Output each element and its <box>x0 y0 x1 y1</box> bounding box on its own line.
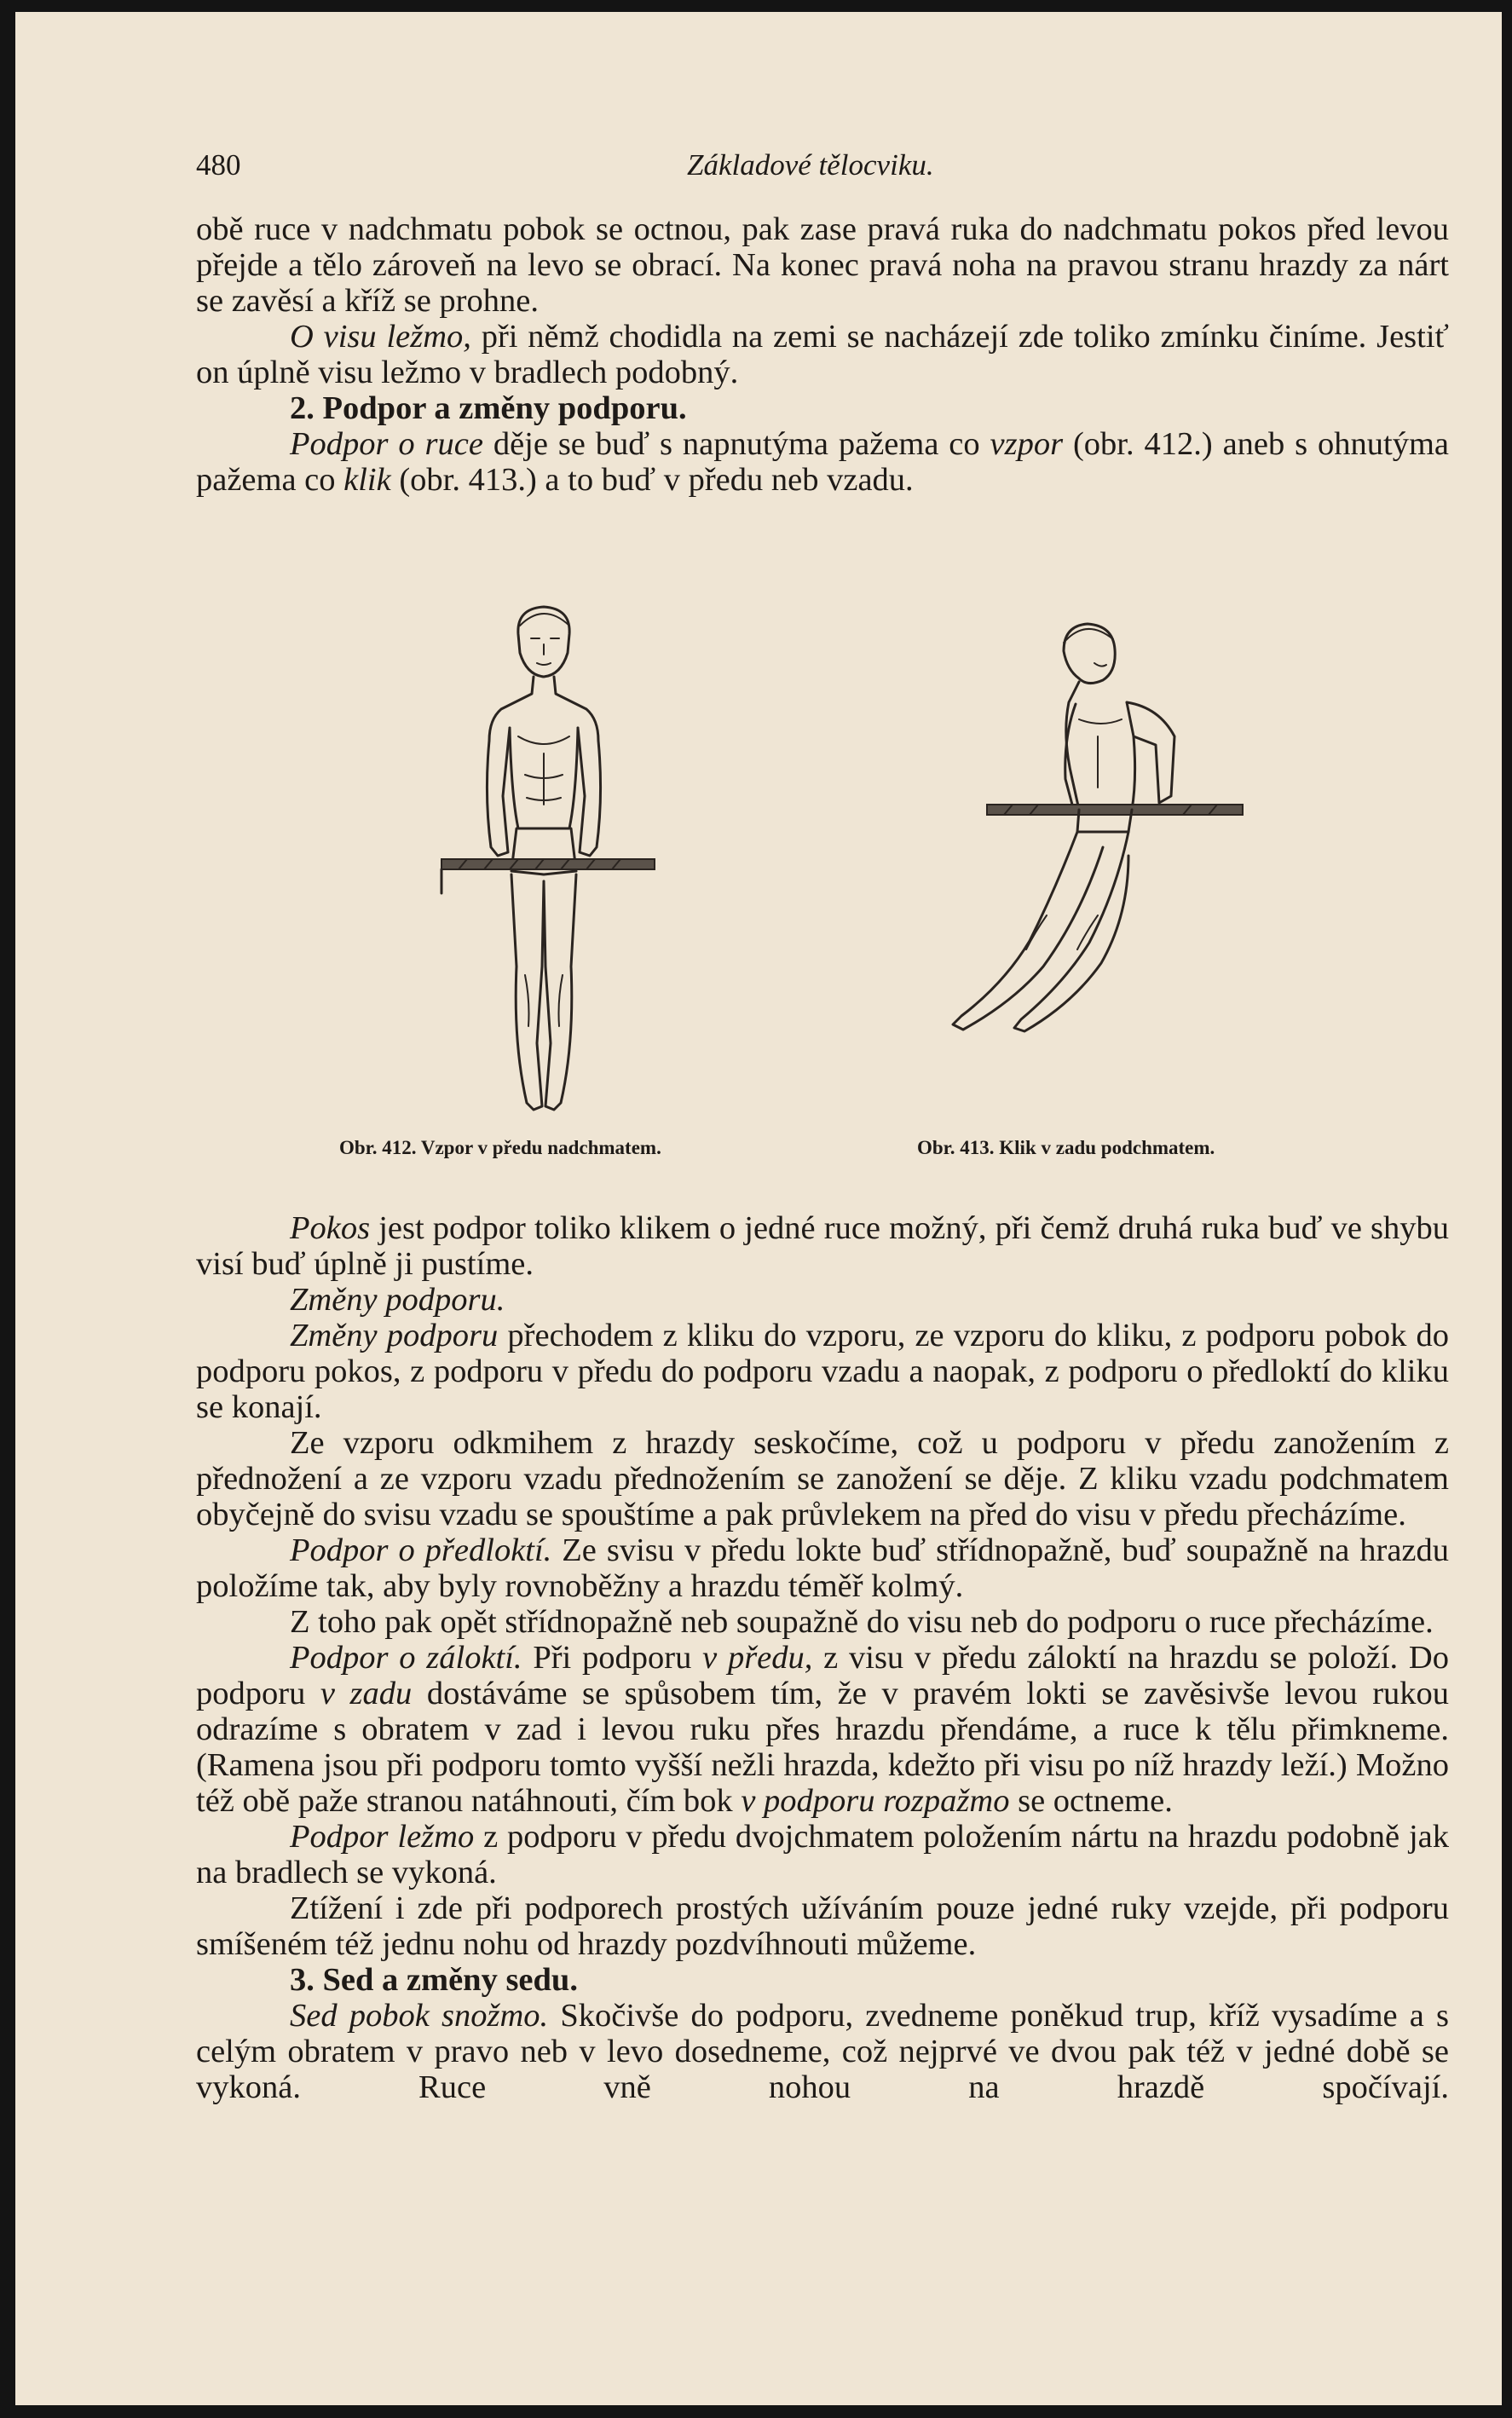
emphasis: klik <box>343 462 391 498</box>
paragraph <box>196 319 1449 390</box>
paragraph: Ze vzporu odkmihem z hrazdy seskočíme, což u podporu v předu zanožením z přednožení a ze vzporu vzadu přednožením se zanožení se děje. Z kliku vzadu podchmatem obyčejně do svisu vzadu se spouštíme a pak průvlekem na před do visu v předu přecházíme. <box>196 1425 1449 1532</box>
paragraph <box>196 1819 1449 1890</box>
paragraph <box>196 1998 1449 2105</box>
text: (obr. 412.) aneb s ohnutýma pažema co <box>196 426 1449 498</box>
paragraph <box>196 1318 1449 1425</box>
text: jest podpor toliko klikem o jedné ruce možný, při čemž druhá ruka buď ve shybu visí buď úplně ji pustíme. <box>196 1210 1449 1282</box>
text: přechodem z kliku do vzporu, ze vzporu do kliku, z podporu pobok do podporu pokos, z podporu v předu do podporu vzadu a naopak, z podporu o předloktí do kliku se konají. <box>196 1318 1450 1425</box>
paragraph <box>196 1210 1449 1282</box>
emphasis: O visu ležmo, <box>290 319 471 355</box>
text: Ze svisu v předu lokte buď střídnopažně, buď soupažně na hrazdu položíme tak, aby byly rovnoběžny a hrazdu téměř kolmý. <box>196 1532 1450 1604</box>
text: dostáváme se spůsobem tím, že v pravém lokti se zavěsivše levou rukou odrazíme s obratem v zad i levou ruku přes hrazdu přendáme, a ruce k tělu přimkneme. (Ramena jsou při podporu tomto vyšší nežli hrazda, kdežto při visu po níž hrazdy leží.) Možno též obě paže stranou natáhnouti, čím bok <box>196 1676 1450 1819</box>
emphasis: Podpor o předloktí. <box>290 1532 552 1568</box>
paragraph <box>196 426 1449 498</box>
text: děje se buď s napnutýma pažema co <box>482 426 990 462</box>
paragraph: Ztížení i zde při podporech prostých užíváním pouze jedné ruky vzejde, při podporu smíšeném též jednu nohu od hrazdy pozdvíhnouti můžeme. <box>196 1890 1449 1962</box>
paragraph: obě ruce v nadchmatu pobok se octnou, pak zase pravá ruka do nadchmatu pokos před levou přejde a tělo zároveň na levo se obrací. Na konec pravá noha na pravou stranu hrazdy za nárt se zavěsí a kříž se prohne. <box>196 211 1449 319</box>
emphasis: Sed pobok snožmo. <box>290 1998 549 2034</box>
figure-413-illustration <box>936 609 1277 1060</box>
paragraph <box>196 1640 1449 1819</box>
page-number: 480 <box>196 148 241 182</box>
text-block-top <box>196 211 1449 498</box>
section-heading: 2. Podpor a změny podporu. <box>290 390 687 426</box>
emphasis: Pokos <box>290 1210 371 1246</box>
text: Skočivše do podporu, zvedneme poněkud trup, kříž vysadíme a s celým obratem v pravo neb v levo dosedneme, což nejprvé ve dvou pak též v jedné době se vykoná. Ruce vně nohou na hrazdě spočívají. <box>196 1998 1449 2105</box>
emphasis: v předu, <box>702 1640 813 1676</box>
text-block-bottom <box>196 1210 1449 2105</box>
emphasis: Podpor ležmo <box>290 1819 475 1855</box>
text: Při podporu <box>522 1640 703 1676</box>
emphasis: Změny podporu <box>290 1318 499 1353</box>
text: (obr. 413.) a to buď v předu neb vzadu. <box>390 462 914 498</box>
running-title: Základové tělocviku. <box>687 148 934 182</box>
section-heading: 3. Sed a změny sedu. <box>290 1962 578 1998</box>
subsection-heading: Změny podporu. <box>290 1282 505 1318</box>
figure-412-caption: Obr. 412. Vzpor v předu nadchmatem. <box>339 1137 661 1158</box>
emphasis: Podpor o ruce <box>290 426 483 462</box>
text: se octneme. <box>1009 1783 1173 1819</box>
text: při němž chodidla na zemi se nacházejí zde toliko zmínku činíme. Jestiť on úplně visu ležmo v bradlech podobný. <box>196 319 1449 390</box>
emphasis: v podporu rozpažmo <box>741 1783 1010 1819</box>
page-header <box>196 140 1463 191</box>
figure-413-caption: Obr. 413. Klik v zadu podchmatem. <box>917 1137 1215 1158</box>
emphasis: Podpor o záloktí. <box>290 1640 522 1676</box>
paragraph: Z toho pak opět střídnopažně neb soupažně do visu neb do podporu o ruce přecházíme. <box>290 1604 1434 1640</box>
paragraph <box>196 1532 1449 1604</box>
book-page <box>15 12 1502 2405</box>
emphasis: vzpor <box>990 426 1064 462</box>
text: z visu v předu záloktí na hrazdu se položí. Do podporu <box>196 1640 1449 1711</box>
figure-412-illustration <box>416 600 672 1128</box>
emphasis: v zadu <box>320 1676 413 1711</box>
text: z podporu v předu dvojchmatem položením nártu na hrazdu podobně jak na bradlech se vykoná. <box>196 1819 1449 1890</box>
